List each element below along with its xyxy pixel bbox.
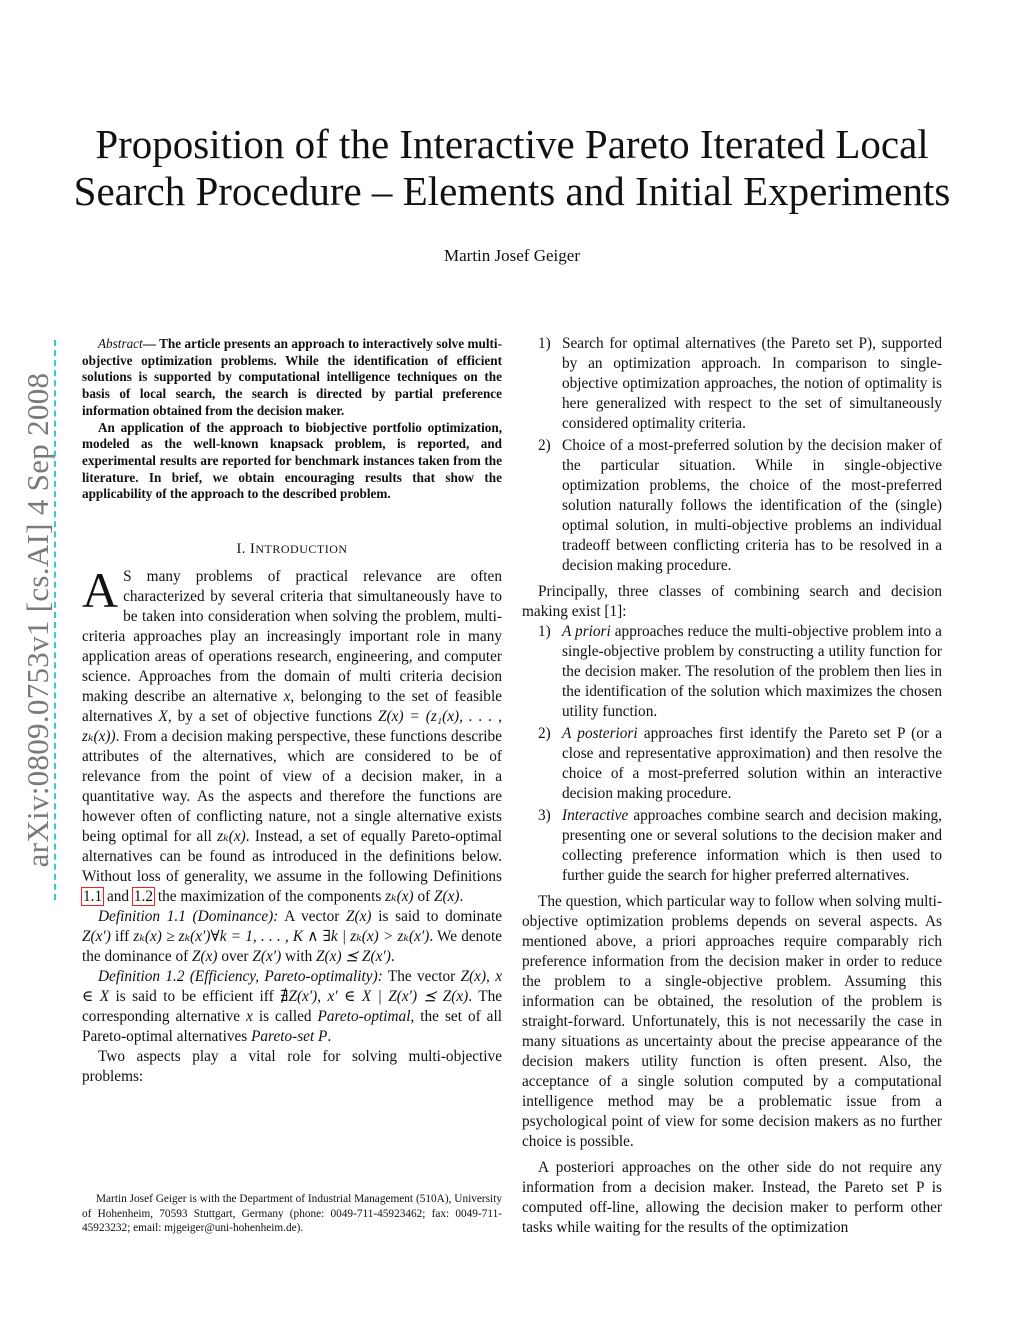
math-x: x [283,688,291,706]
list-emphasis: Interactive [562,807,629,824]
intro-text-a: S many problems of practical relevance are often characterized by several criteria that simultaneously have to be taken into consideration when solving the problem, multi-criteria approaches play an increasingly important role in many application areas of operations research, engineering, and computer science. Approaches from the domain of multi criteria decision making describe an alternative [82,568,502,706]
section-initial: I [250,541,256,558]
list-number: 2) [538,437,551,454]
question-paragraph: The question, which particular way to follow when solving multi-objective optimization problems depends on several aspects. As mentioned above, a priori approaches require comparably rich preference information from the decision maker in order to reduce the problem to a single-objective problem. Assuming this information can be obtained, the resolution of the problem is straight-forward. Unfortunately, this is not necessarily the case in many situations as uncertainty about the precise appearance of the decision makers utility function is often present. Also, the acceptance of a single solution computed by a computational intelligence method may be a problematic issue from a psychological point of view for some decision makers as no further choice is possible. [522,893,942,1150]
section-smallcaps: NTRODUCTION [255,542,348,557]
intro-text-d: . From a decision making perspective, these functions describe attributes of the alternatives, which are considered to be of relevance from the point of view of a decision maker, in a quantitative way. As the aspects and therefore the functions are however often of conflicting nature, not a single alternative exists being optimal for all [82,728,502,846]
definition-1-2-label: Definition 1.2 (Efficiency, Pareto-optimality): [98,968,383,986]
list-item [522,622,942,722]
abstract-label: Abstract [98,336,143,351]
def1-text: iff [110,928,134,946]
section-heading-introduction [82,539,502,559]
abstract-paragraph-1: Abstract— The article presents an approach to interactively solve multi-objective optimization problems. While the identification of efficient solutions is supported by computational intelligence techniques on the basis of local search, the search is directed by partial preference information obtained from the decision maker. [82,336,502,418]
intro-end: . [459,888,464,906]
def1-math: Z(x) ⪯ Z(x′) [316,948,391,966]
def1-math: Z(x′) [252,948,282,966]
intro-of: of [413,888,435,906]
list-emphasis: A posteriori [562,725,638,742]
def1-math: zₖ(x) ≥ zₖ(x′)∀k = 1, . . . , K ∧ ∃k | zₖ(x) > zₖ(x′) [133,928,430,946]
list-text: approaches reduce the multi-objective problem into a single-objective problem by constructing a utility function for the decision maker. The resolution of the problem then lies in the identification of the solution which maximizes the chosen utility function. [562,623,942,720]
intro-and: and [103,888,133,906]
math-zk-2: zₖ(x) [385,888,414,906]
list-item [522,806,942,886]
math-X: X [158,708,168,726]
intro-text-e: . Instead, a set of equally Pareto-optimal alternatives can be found as introduced in the definitions below. Without loss of generality, we assume in the following Definitions [82,828,502,886]
def1-text: with [281,948,317,966]
def1-text: over [217,948,253,966]
list-number: 1) [538,623,551,640]
def2-pareto-set: Pareto-set P [251,1028,328,1046]
list-number: 1) [538,335,551,352]
list-text: Search for optimal alternatives (the Pareto set P), supported by an optimization approach. In comparison to single-objective optimization approaches, the notion of optimality is here generalized with respect to the set of simultaneously considered optimality criteria. [562,335,942,432]
list-emphasis: A priori [562,623,611,640]
def2-text: is called [252,1008,318,1026]
intro-text-f: the maximization of the components [154,888,386,906]
classes-list [522,622,942,886]
section-number: I. [236,541,246,558]
abstract-text-1: The article presents an approach to interactively solve multi-objective optimization problems. While the identification of efficient solutions is supported by computational intelligence techniques on the basis of local search, the search is directed by partial preference information obtained from the decision maker. [82,336,502,418]
list-item [522,724,942,804]
def2-pareto-optimal: Pareto-optimal [317,1008,411,1026]
aspects-list [522,334,942,576]
definition-link-1-1[interactable]: 1.1 [83,888,103,906]
def2-text: , the set of all Pareto-optimal alternatives [82,1008,502,1046]
definition-1-1-label: Definition 1.1 (Dominance): [98,908,279,926]
author-name: Martin Josef Geiger [444,246,580,265]
abstract-paragraph-2: An application of the approach to biobjective portfolio optimization, modeled as the well-known knapsack problem, is reported, and experimental results are reported for benchmark instances taken from the literature. In brief, we obtain encouraging results that show the applicability of the approach to the described problem. [82,419,502,502]
definition-1-1 [82,907,502,967]
list-item [522,436,942,576]
def2-text: The vector [382,968,461,986]
math-zk: zₖ(x) [217,828,246,846]
list-text: approaches first identify the Pareto set P (or a close and representative approximation) and then resolve the choice of a most-preferred solution within an interactive decision making procedure. [562,725,942,802]
posteriori-paragraph: A posteriori approaches on the other side do not require any information from a decision maker. Instead, the Pareto set P is computed off-line, allowing the decision maker to perform other tasks while waiting for the results of the optimization [522,1159,942,1236]
math-objective-vector: Z(x) = (z₁(x), . . . , zₖ(x)) [82,708,502,746]
list-number: 2) [538,725,551,742]
list-number: 3) [538,807,551,824]
def1-text: is said to dominate [371,908,502,926]
left-column [82,336,502,1087]
intro-text-b: , belonging to the set of feasible alternatives [82,688,502,726]
definition-1-2 [82,967,502,1047]
def2-math: x [246,1008,253,1026]
drop-cap: A [82,562,119,619]
list-text: approaches combine search and decision making, presenting one or several solutions to the decision maker and collecting preference information which is then used to further guide the search for higher preferred alternatives. [562,807,942,884]
def1-math: Z(x) [346,908,372,926]
def1-text: . [390,948,395,966]
paper-title: Proposition of the Interactive Pareto Iterated Local Search Procedure – Elements and Initial Experiments [73,121,951,215]
def1-text: A vector [278,908,347,926]
sidebar-dashed-line [54,340,56,900]
principally-paragraph: Principally, three classes of combining search and decision making exist [1]: [522,583,942,620]
def2-text: is said to be efficient iff [109,988,281,1006]
definition-link-1-2[interactable]: 1.2 [133,888,153,906]
math-Zx: Z(x) [434,888,460,906]
intro-text-c: , by a set of objective functions [167,708,379,726]
def1-math: Z(x) [192,948,218,966]
def2-math: Z(x), x ∈ X [82,968,503,1006]
def1-math: Z(x′) [82,928,111,946]
def2-math: ∄Z(x′), x′ ∈ X | Z(x′) ⪯ Z(x) [280,988,469,1006]
two-aspects-paragraph: Two aspects play a vital role for solving multi-objective problems: [82,1048,502,1086]
def2-text: . [327,1028,332,1046]
list-text: Choice of a most-preferred solution by the decision maker of the particular situation. While in single-objective optimization problems, the choice of the most-preferred solution naturally follows the identification of the (single) optimal solution, in multi-objective problems an individual tradeoff between conflicting criteria has to be resolved in a decision making procedure. [562,437,942,574]
arxiv-identifier: arXiv:0809.0753v1 [cs.AI] 4 Sep 2008 [20,372,55,868]
list-item [522,334,942,434]
arxiv-sidebar [18,340,58,900]
def1-text: . We denote the dominance of [82,928,502,966]
right-column [522,334,942,1238]
footnote: Martin Josef Geiger is with the Department of Industrial Management (510A), University of Hohenheim, 70593 Stuttgart, Germany (phone: 0049-711-45923462; fax: 0049-711-45923232; email: mjgeiger@uni-hohenheim.de). [82,1193,502,1234]
def2-text: . The corresponding alternative [82,988,503,1026]
intro-paragraph [82,562,502,907]
